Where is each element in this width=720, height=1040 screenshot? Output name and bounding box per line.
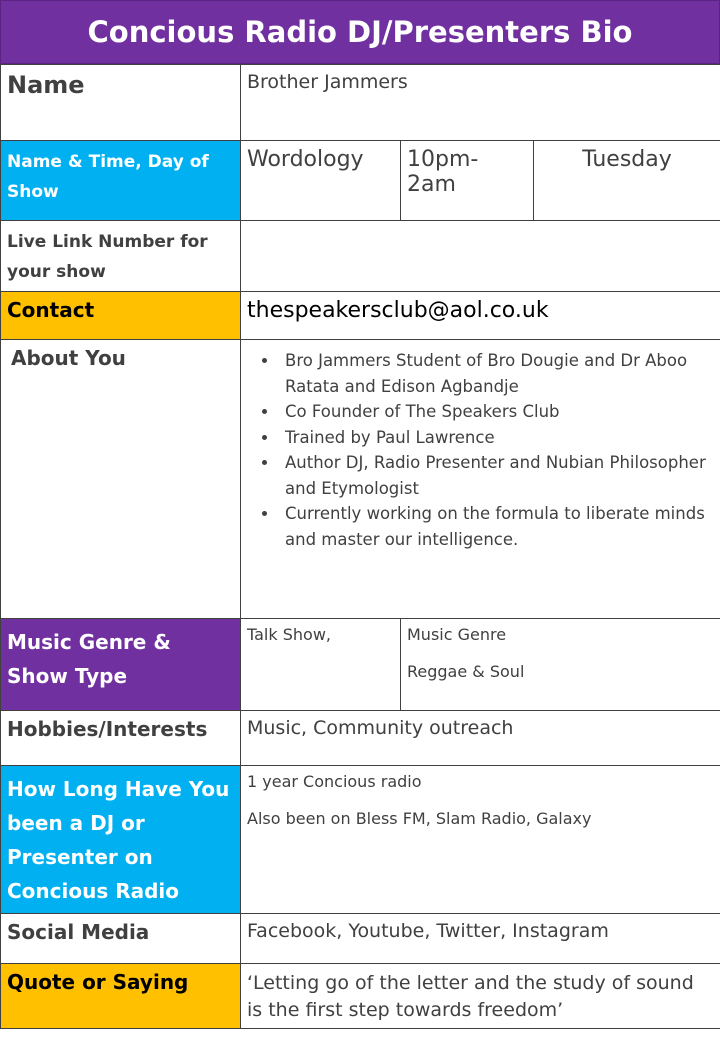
page-title: Concious Radio DJ/Presenters Bio (0, 0, 720, 64)
music-genre-value: Reggae & Soul (407, 662, 525, 681)
quote-label: Quote or Saying (1, 964, 241, 1029)
music-label: Music Genre & Show Type (1, 619, 241, 711)
about-item: • Currently working on the formula to liberate minds and master our intelligence. (279, 501, 714, 552)
row-show (1, 141, 720, 221)
show-time-value: 10pm-2am (401, 141, 534, 221)
row-hobbies (1, 711, 720, 766)
social-label: Social Media (1, 914, 241, 964)
contact-value: thespeakersclub@aol.co.uk (241, 292, 720, 340)
row-live-link (1, 221, 720, 292)
row-social (1, 914, 720, 964)
social-value: Facebook, Youtube, Twitter, Instagram (241, 914, 720, 964)
about-label: About You (1, 340, 241, 619)
music-genre-cell (401, 619, 720, 711)
name-value: Brother Jammers (241, 65, 720, 141)
name-label: Name (1, 65, 241, 141)
show-type-value: Talk Show, (241, 619, 401, 711)
show-day-value: Tuesday (534, 141, 720, 221)
about-list (247, 348, 714, 552)
experience-line-2: Also been on Bless FM, Slam Radio, Galaxy (247, 809, 592, 828)
about-value (241, 340, 720, 619)
about-item: • Author DJ, Radio Presenter and Nubian Philosopher and Etymologist (279, 450, 714, 501)
about-item: • Trained by Paul Lawrence (279, 425, 714, 451)
music-genre-heading: Music Genre (407, 625, 507, 644)
show-name-value: Wordology (241, 141, 401, 221)
row-contact (1, 292, 720, 340)
experience-line-1: 1 year Concious radio (247, 772, 422, 791)
about-item: • Co Founder of The Speakers Club (279, 399, 714, 425)
show-label: Name & Time, Day of Show (1, 141, 241, 221)
experience-label: How Long Have You been a DJ or Presenter on Concious Radio (1, 766, 241, 914)
bio-table (0, 64, 720, 1029)
live-link-label: Live Link Number for your show (1, 221, 241, 292)
row-experience (1, 766, 720, 914)
row-quote (1, 964, 720, 1029)
about-item: • Bro Jammers Student of Bro Dougie and Dr Aboo Ratata and Edison Agbandje (279, 348, 714, 399)
hobbies-value: Music, Community outreach (241, 711, 720, 766)
contact-label: Contact (1, 292, 241, 340)
experience-value (241, 766, 720, 914)
row-about (1, 340, 720, 619)
hobbies-label: Hobbies/Interests (1, 711, 241, 766)
live-link-value (241, 221, 720, 292)
row-name (1, 65, 720, 141)
row-music (1, 619, 720, 711)
quote-value: ‘Letting go of the letter and the study of sound is the first step towards freedom’ (241, 964, 720, 1029)
